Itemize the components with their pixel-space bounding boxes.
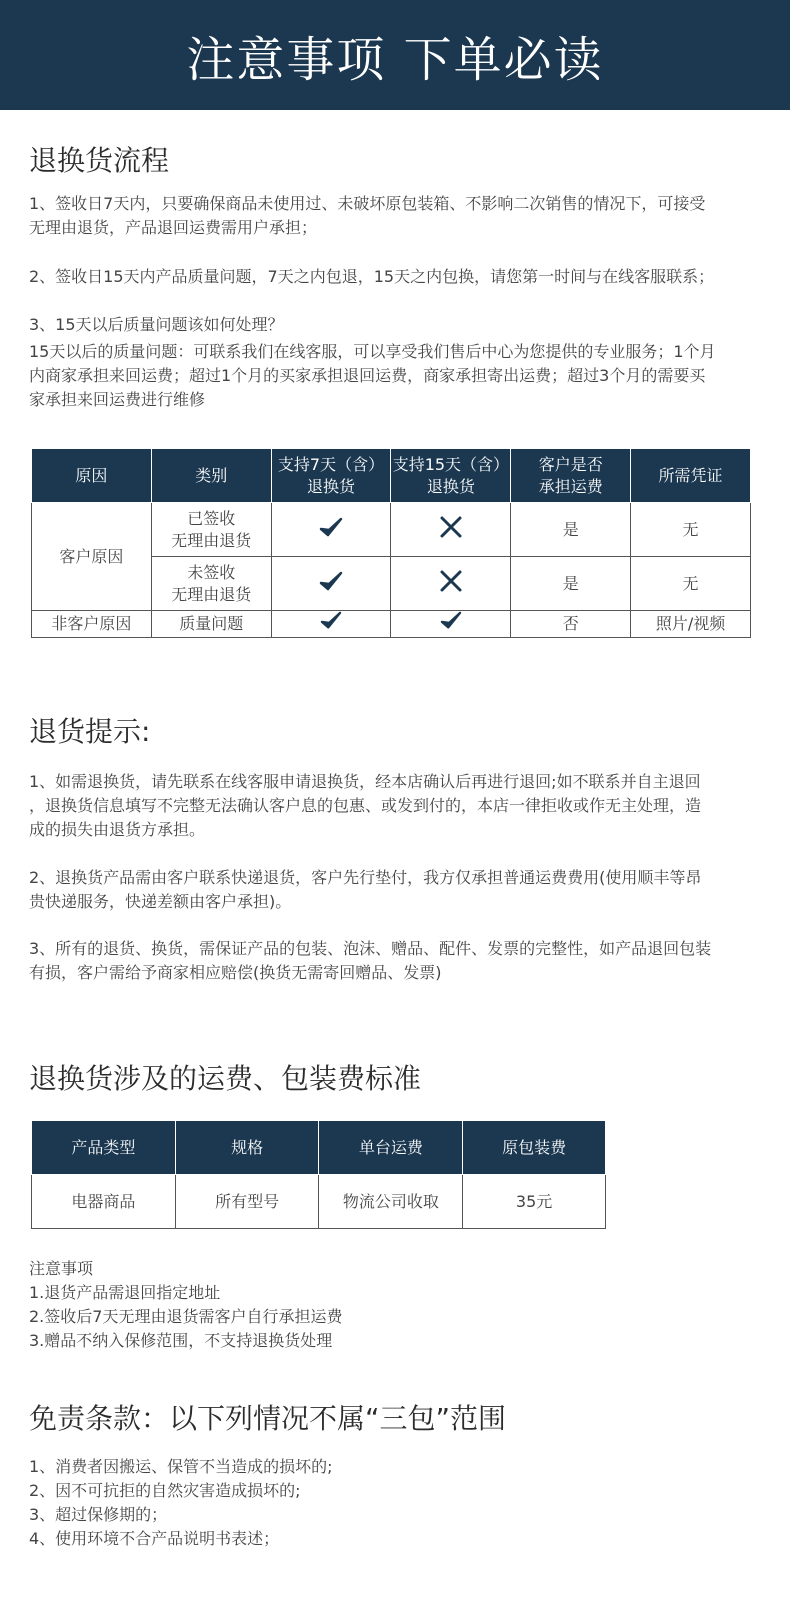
cell-15day — [391, 557, 511, 611]
text-line: 3、所有的退货、换货，需保证产品的包装、泡沫、赠品、配件、发票的完整性，如产品退回包装 — [29, 939, 712, 958]
header-text: 承担运费 — [538, 476, 603, 496]
cell-unit-shipping: 物流公司收取 — [319, 1175, 463, 1229]
cell-text: 无理由退货 — [171, 584, 252, 604]
cell-proof: 无 — [631, 557, 751, 611]
cross-icon — [438, 568, 464, 594]
header-text: 支持15天（含） — [392, 454, 510, 474]
cell-shipping: 是 — [511, 557, 631, 611]
return-process-p2: 2、签收日15天内产品质量问题，7天之内包退，15天之内包换，请您第一时间与在线客服联系； — [29, 267, 715, 286]
cell-unsigned — [151, 557, 271, 611]
cell-non-customer-reason: 非客户原因 — [32, 611, 152, 638]
fee-notes — [29, 1257, 769, 1353]
text-line: 无理由退货，产品退回运费需用户承担； — [29, 218, 318, 237]
disclaimer-list — [29, 1455, 769, 1551]
header-text: 退换货 — [307, 476, 356, 496]
table-header-row — [32, 449, 751, 503]
check-icon — [438, 611, 464, 631]
text-line: 2、退换货产品需由客户联系快递退货，客户先行垫付，我方仅承担普通运费费用(使用顺丰等昂 — [29, 868, 702, 887]
header-text: 支持7天（含） — [277, 454, 385, 474]
check-icon — [318, 569, 344, 595]
table-row — [32, 1175, 606, 1229]
note-title: 注意事项 — [29, 1259, 94, 1278]
list-item: 1、消费者因搬运、保管不当造成的损坏的; — [29, 1457, 333, 1476]
cell-product-type: 电器商品 — [32, 1175, 176, 1229]
header-shipping — [511, 449, 631, 503]
header-packaging-fee: 原包装费 — [463, 1121, 606, 1175]
return-process-p3 — [29, 340, 769, 412]
note-item: 1.退货产品需退回指定地址 — [29, 1283, 221, 1302]
cell-text: 无理由退货 — [171, 530, 252, 550]
header-unit-shipping: 单台运费 — [319, 1121, 463, 1175]
page-title: 注意事项 下单必读 — [186, 31, 604, 88]
table-row — [32, 611, 751, 638]
text-line: 成的损失由退货方承担。 — [29, 820, 206, 839]
cell-text: 未签收 — [187, 562, 236, 582]
section-title-return-tips: 退货提示: — [29, 715, 151, 748]
section-title-disclaimer: 免责条款：以下列情况不属“三包”范围 — [29, 1402, 507, 1435]
header-reason: 原因 — [32, 449, 152, 503]
header-product-type: 产品类型 — [32, 1121, 176, 1175]
list-item: 3、超过保修期的； — [29, 1505, 168, 1524]
list-item: 4、使用环境不合产品说明书表述； — [29, 1529, 280, 1548]
header-spec: 规格 — [175, 1121, 319, 1175]
return-tips-p1 — [29, 770, 769, 842]
cell-spec: 所有型号 — [175, 1175, 319, 1229]
table-header-row — [32, 1121, 606, 1175]
text-line: 15天以后的质量问题：可联系我们在线客服，可以享受我们售后中心为您提供的专业服务；1个月 — [29, 342, 716, 361]
cell-shipping: 是 — [511, 503, 631, 557]
header-15day — [391, 449, 511, 503]
cell-15day — [391, 503, 511, 557]
section-title-fees: 退换货涉及的运费、包装费标准 — [29, 1062, 422, 1095]
check-icon — [318, 515, 344, 541]
cell-7day — [271, 611, 391, 638]
header-proof: 所需凭证 — [631, 449, 751, 503]
text-line: 有损，客户需给予商家相应赔偿(换货无需寄回赠品、发票) — [29, 963, 442, 982]
cell-signed — [151, 503, 271, 557]
list-item: 2、因不可抗拒的自然灾害造成损坏的; — [29, 1481, 301, 1500]
text-line: 1、如需退换货，请先联系在线客服申请退换货，经本店确认后再进行退回;如不联系并自主退回 — [29, 772, 701, 791]
text-line: 内商家承担来回运费；超过1个月的买家承担退回运费，商家承担寄出运费；超过3个月的需要买 — [29, 366, 706, 385]
note-item: 2.签收后7天无理由退货需客户自行承担运费 — [29, 1307, 343, 1326]
header-7day — [271, 449, 391, 503]
text-line: 贵快递服务，快递差额由客户承担)。 — [29, 892, 292, 911]
cell-packaging-fee: 35元 — [463, 1175, 606, 1229]
note-item: 3.赠品不纳入保修范围，不支持退换货处理 — [29, 1331, 333, 1350]
return-process-p1 — [29, 192, 769, 240]
table-row — [32, 503, 751, 557]
page-header — [0, 0, 790, 110]
cell-15day — [391, 611, 511, 638]
cell-shipping: 否 — [511, 611, 631, 638]
return-tips-p2 — [29, 866, 769, 914]
text-line: 1、签收日7天内，只要确保商品未使用过、未破坏原包装箱、不影响二次销售的情况下，可接受 — [29, 194, 706, 213]
return-tips-p3 — [29, 937, 769, 985]
cell-customer-reason: 客户原因 — [32, 503, 152, 611]
check-icon — [318, 611, 344, 631]
header-category: 类别 — [151, 449, 271, 503]
text-line: ，退换货信息填写不完整无法确认客户息的包惠、或发到付的，本店一律拒收或作无主处理，造 — [29, 796, 702, 815]
header-text: 退换货 — [426, 476, 475, 496]
cell-7day — [271, 557, 391, 611]
cell-proof: 照片/视频 — [631, 611, 751, 638]
cell-proof: 无 — [631, 503, 751, 557]
return-process-p3-question: 3、15天以后质量问题该如何处理？ — [29, 315, 284, 334]
return-policy-table — [31, 448, 751, 638]
section-title-return-process: 退换货流程 — [29, 144, 170, 177]
cell-text: 已签收 — [187, 508, 236, 528]
text-line: 家承担来回运费进行维修 — [29, 390, 206, 409]
cell-7day — [271, 503, 391, 557]
cross-icon — [438, 514, 464, 540]
header-text: 客户是否 — [538, 454, 603, 474]
cell-quality: 质量问题 — [151, 611, 271, 638]
fee-table — [31, 1120, 606, 1229]
